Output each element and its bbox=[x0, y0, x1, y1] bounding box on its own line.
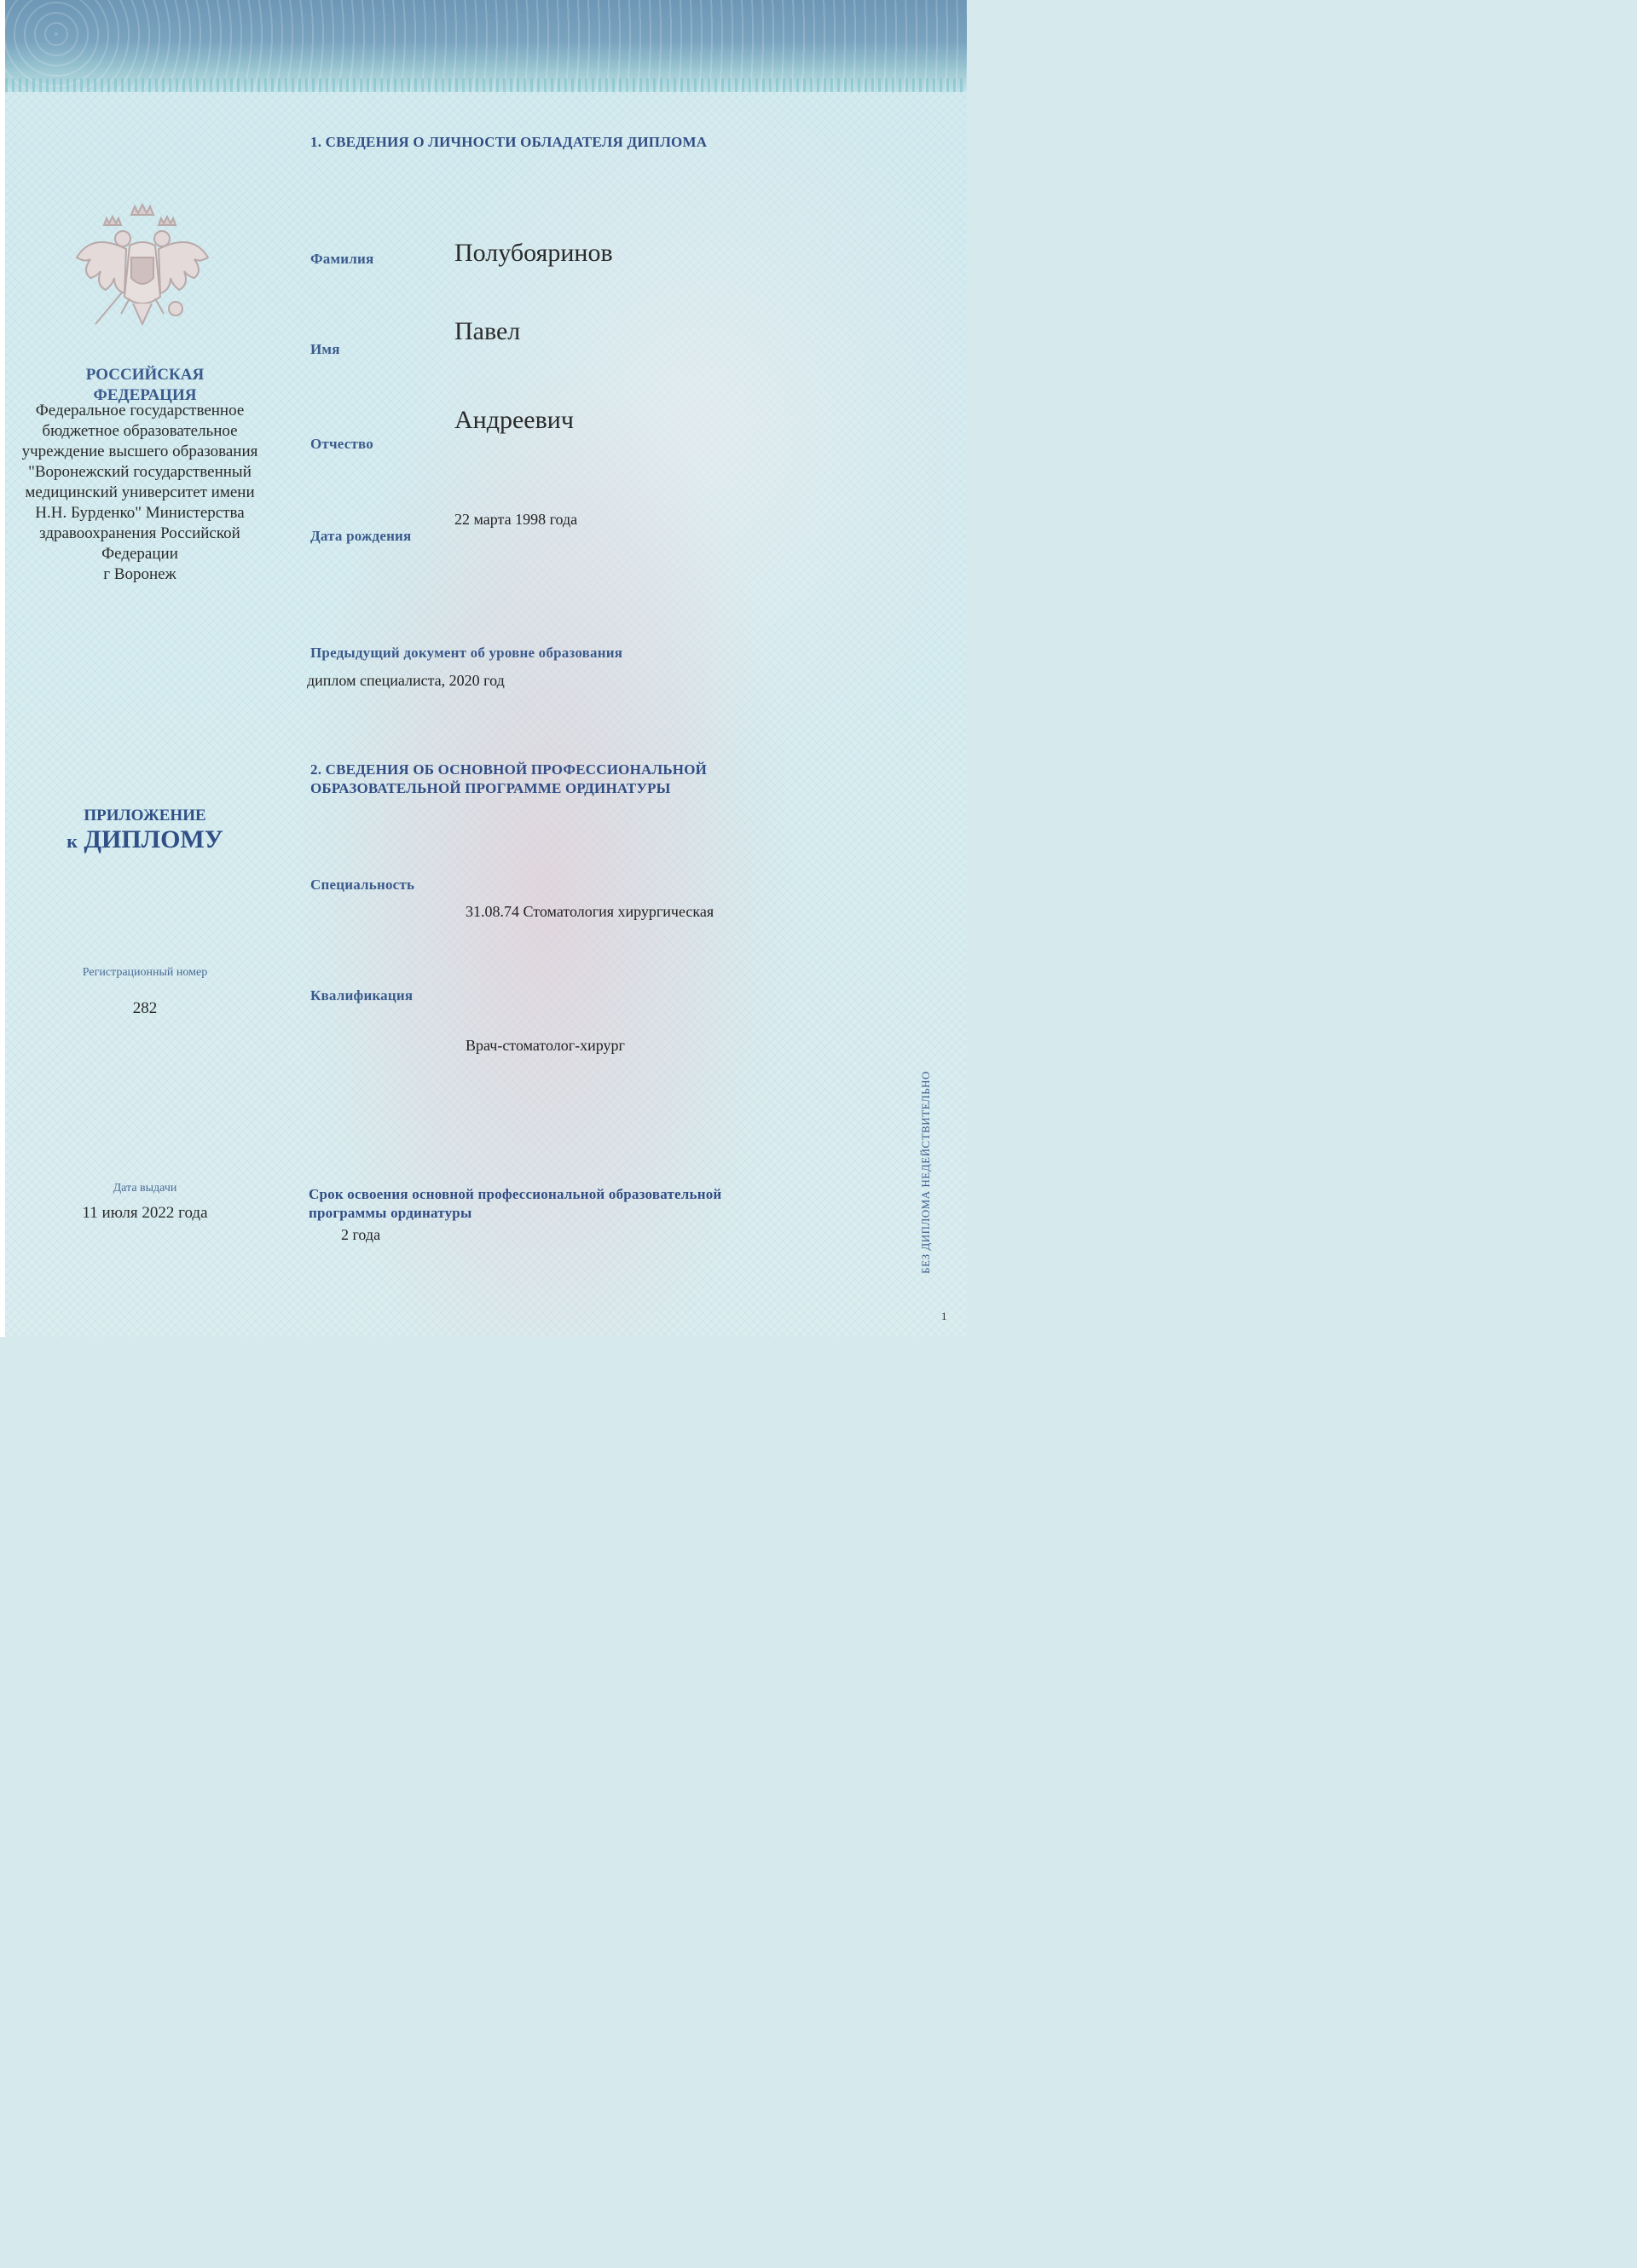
institution-line: Н.Н. Бурденко" Министерства bbox=[35, 504, 245, 522]
specialty-value: 31.08.74 Стоматология хирургическая bbox=[466, 903, 714, 920]
section2-title-line-1: 2. СВЕДЕНИЯ ОБ ОСНОВНОЙ ПРОФЕССИОНАЛЬНОЙ bbox=[310, 761, 708, 778]
country-line-1: РОССИЙСКАЯ bbox=[85, 366, 205, 384]
annex-subtitle bbox=[26, 825, 264, 854]
institution-line: медицинский университет имени bbox=[25, 483, 255, 501]
birthdate-value: 22 марта 1998 года bbox=[454, 511, 578, 528]
institution-line: бюджетное образовательное bbox=[42, 422, 238, 440]
specialty-label: Специальность bbox=[310, 877, 415, 893]
duration-label-line-2: программы ординатуры bbox=[309, 1205, 472, 1221]
name-label: Имя bbox=[310, 341, 340, 357]
qualification-value: Врач-стоматолог-хирург bbox=[466, 1037, 625, 1054]
page-number: 1 bbox=[941, 1310, 947, 1322]
institution-line: "Воронежский государственный bbox=[28, 463, 252, 481]
diploma-supplement-page bbox=[0, 0, 967, 1337]
birthdate-label: Дата рождения bbox=[310, 528, 412, 544]
institution-line: учреждение высшего образования bbox=[21, 443, 258, 460]
scan-edge bbox=[0, 0, 5, 1337]
country-name bbox=[34, 365, 256, 406]
annex-title: ПРИЛОЖЕНИЕ bbox=[84, 807, 206, 824]
section2-title-line-2: ОБРАЗОВАТЕЛЬНОЙ ПРОГРАММЕ ОРДИНАТУРЫ bbox=[310, 780, 671, 796]
patronymic-label: Отчество bbox=[310, 436, 373, 452]
issue-date-label: Дата выдачи bbox=[113, 1182, 177, 1195]
institution-line: Федеральное государственное bbox=[35, 402, 245, 419]
reg-number-value: 282 bbox=[132, 999, 158, 1017]
coat-of-arms-icon bbox=[70, 196, 215, 350]
duration-label bbox=[309, 1185, 721, 1223]
institution-name bbox=[3, 401, 276, 585]
qualification-label: Квалификация bbox=[310, 987, 414, 1004]
name-value: Павел bbox=[454, 317, 521, 345]
surname-value: Полубояринов bbox=[454, 239, 613, 267]
decorative-top-band bbox=[5, 0, 967, 92]
section1-title: 1. СВЕДЕНИЯ О ЛИЧНОСТИ ОБЛАДАТЕЛЯ ДИПЛОМА bbox=[310, 134, 708, 150]
validity-note: БЕЗ ДИПЛОМА НЕДЕЙСТВИТЕЛЬНО bbox=[919, 1071, 932, 1274]
annex-word: ДИПЛОМУ bbox=[84, 825, 223, 853]
duration-value: 2 года bbox=[341, 1226, 381, 1243]
institution-line: г Воронеж bbox=[103, 565, 176, 583]
institution-line: Федерации bbox=[101, 545, 178, 563]
prev-doc-value: диплом специалиста, 2020 год bbox=[307, 672, 505, 689]
duration-label-line-1: Срок освоения основной профессиональной образовательной bbox=[309, 1186, 722, 1202]
patronymic-value: Андреевич bbox=[454, 406, 574, 434]
institution-line: здравоохранения Российской bbox=[39, 524, 240, 542]
issue-date-value: 11 июля 2022 года bbox=[82, 1204, 208, 1222]
prev-doc-label: Предыдущий документ об уровне образования bbox=[310, 645, 623, 661]
country-line-2: ФЕДЕРАЦИЯ bbox=[93, 386, 197, 404]
surname-label: Фамилия bbox=[310, 251, 374, 267]
annex-prefix: к bbox=[67, 830, 78, 852]
reg-number-label: Регистрационный номер bbox=[82, 966, 208, 979]
section2-title bbox=[310, 761, 707, 798]
